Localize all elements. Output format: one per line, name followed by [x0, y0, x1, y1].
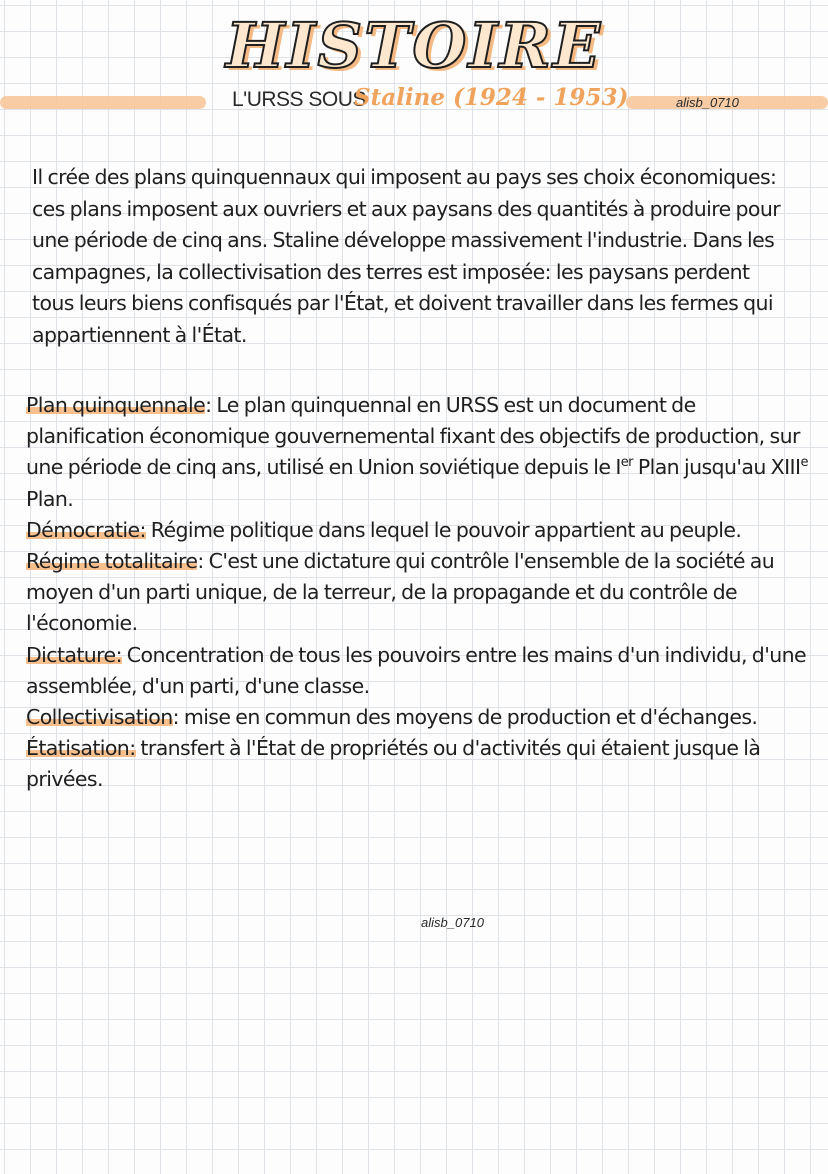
definition-term: Collectivisation — [26, 705, 173, 730]
definition-text: Régime politique dans lequel le pouvoir appartient au peuple. — [145, 517, 742, 542]
paragraph-line: Il crée des plans quinquennaux qui imposent au pays ses choix économiques: — [32, 165, 777, 189]
intro-paragraph — [32, 162, 812, 351]
definition-text-continued: Plan jusqu'au XIII — [632, 455, 801, 480]
definition-text-end: Plan. — [26, 486, 74, 511]
definition-separator: : — [205, 393, 212, 417]
superscript-er: er — [620, 455, 633, 471]
page-title: HISTOIRE — [225, 9, 603, 82]
definition-term: Étatisation: — [26, 736, 136, 761]
author-handle-top: alisb_0710 — [676, 95, 739, 110]
superscript-e: e — [800, 455, 808, 471]
definition-text: transfert à l'État de propriétés ou d'activités qui étaient jusque là privées. — [26, 736, 761, 792]
definition-text: : mise en commun des moyens de production et d'échanges. — [172, 705, 758, 730]
definition-term: Dictature: — [26, 642, 122, 667]
definition-term: Régime totalitaire — [26, 549, 198, 574]
paragraph-line: ces plans imposent aux ouvriers et aux paysans des quantités à produire pour — [32, 196, 781, 221]
decorative-highlight-bar-left — [0, 96, 206, 109]
definition-collectivisation — [26, 702, 816, 733]
definition-term: Démocratie: — [26, 517, 146, 542]
definition-democratie — [26, 515, 816, 546]
definition-term: Plan quinquennale — [26, 393, 206, 417]
paragraph-line: campagnes, la collectivisation des terres est imposée: les paysans perdent — [32, 259, 750, 284]
author-handle-bottom: alisb_0710 — [421, 915, 484, 930]
subtitle-prefix: L'URSS SOUS — [232, 88, 366, 111]
definition-text: Concentration de tous les pouvoirs entre les mains d'un individu, d'une assemblée, d'un parti, d'une classe. — [26, 642, 807, 698]
definitions-list — [26, 390, 816, 796]
subtitle-accent: Staline (1924 - 1953) — [354, 84, 629, 111]
definition-etatisation — [26, 733, 816, 795]
paragraph-line: tous leurs biens confisqués par l'État, et doivent travailler dans les fermes qui — [32, 291, 774, 315]
definition-regime-totalitaire — [26, 546, 816, 640]
definition-text: : C'est une dictature qui contrôle l'ensemble de la société au moyen d'un parti unique, de la terreur, de la propagande et du contrôle de l'économie. — [26, 549, 775, 636]
definition-plan-quinquennal — [26, 390, 816, 515]
definition-dictature — [26, 640, 816, 702]
paragraph-line: appartiennent à l'État. — [32, 322, 247, 347]
paragraph-line: une période de cinq ans. Staline développe massivement l'industrie. Dans les — [32, 228, 775, 252]
definition-text: Le plan quinquennal en URSS est un document de planification économique gouvernemental fixant des objectifs de production, sur une période de cinq ans, utilisé en Union soviétique depuis le I — [26, 393, 800, 480]
